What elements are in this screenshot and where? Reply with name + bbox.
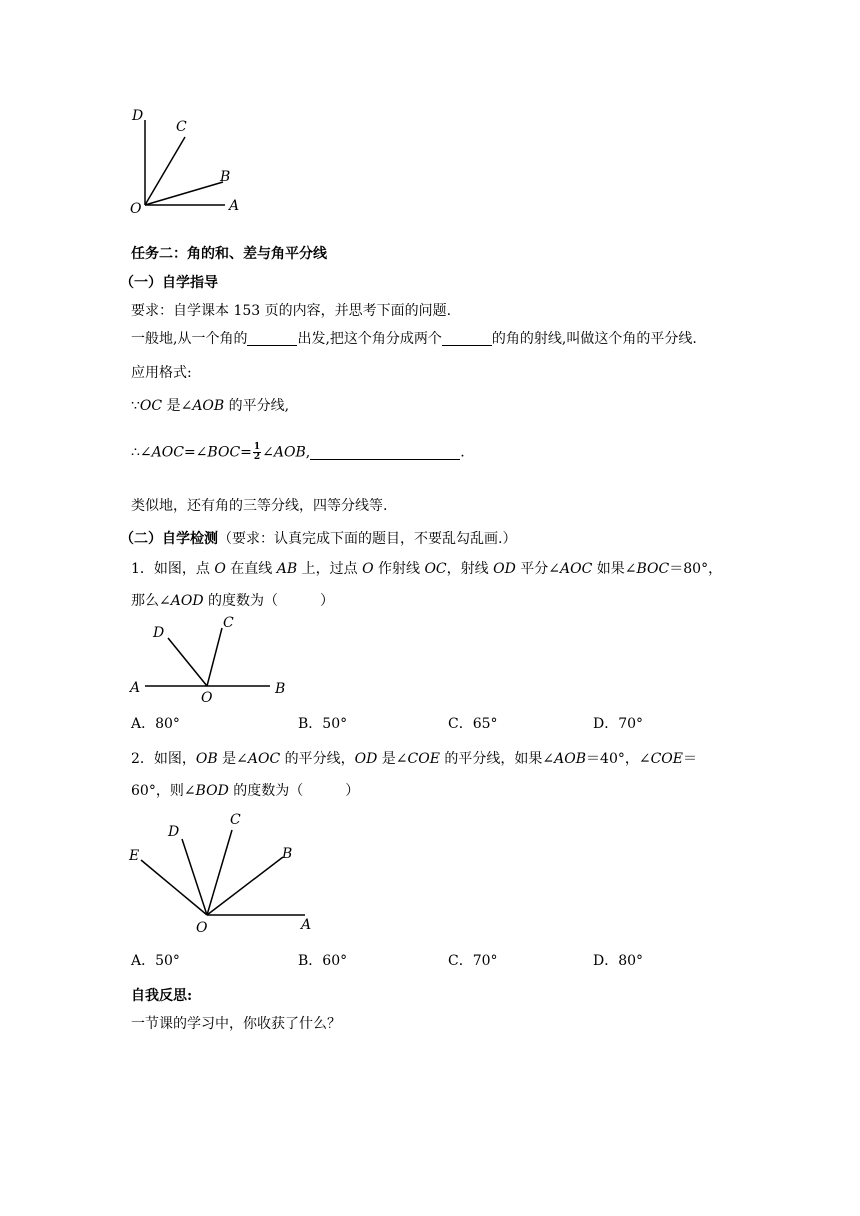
self-check-title: （二）自学检测 bbox=[120, 531, 218, 547]
q2-label-b: B bbox=[282, 846, 293, 862]
q1-line-2 bbox=[131, 590, 334, 610]
q1-text: ，射线 bbox=[446, 561, 494, 577]
q2-label-o: O bbox=[196, 920, 208, 936]
q1-text: 作射线 bbox=[373, 561, 425, 577]
comma: , bbox=[305, 444, 311, 461]
q1-text: 那么∠ bbox=[131, 593, 171, 609]
label-a: A bbox=[229, 198, 240, 214]
self-study-heading: （一）自学指导 bbox=[120, 275, 218, 291]
q1-ray-od bbox=[168, 638, 207, 686]
angle-aob-label: AOB bbox=[192, 398, 225, 414]
equals-2: = bbox=[240, 444, 252, 461]
q2-angle-coe: COE bbox=[407, 751, 440, 767]
definition-text bbox=[131, 328, 697, 348]
q2-text: ＝ bbox=[683, 751, 697, 767]
label-o: O bbox=[130, 201, 142, 217]
because-symbol: ∵ bbox=[131, 398, 140, 414]
equals-1: =∠ bbox=[183, 444, 208, 461]
q1-option-c[interactable]: C．65° bbox=[448, 716, 498, 732]
q2-ray-od bbox=[182, 839, 207, 915]
self-check-heading bbox=[120, 528, 516, 548]
label-c: C bbox=[176, 119, 187, 135]
fraction-denominator: 2 bbox=[253, 452, 261, 462]
q2-option-a[interactable]: A．50° bbox=[131, 953, 180, 969]
q2-text: 是∠ bbox=[377, 751, 408, 767]
q2-text: 的平分线， bbox=[280, 751, 355, 767]
task-two-title: 任务二：角的和、差与角平分线 bbox=[131, 246, 327, 262]
q2-answer-paren[interactable]: 的度数为（ ） bbox=[228, 783, 360, 799]
fraction-half bbox=[253, 443, 261, 462]
q1-point-o: O bbox=[214, 561, 226, 577]
ray-oc-label: OC bbox=[139, 398, 163, 414]
q2-line-1 bbox=[131, 748, 697, 768]
because-mid: 是∠ bbox=[162, 398, 193, 414]
q1-point-o: O bbox=[362, 561, 374, 577]
q1-ray-od: OD bbox=[493, 561, 516, 577]
q2-line-2 bbox=[131, 780, 359, 800]
format-label: 应用格式: bbox=[131, 365, 192, 381]
fraction-numerator: 1 bbox=[253, 442, 261, 452]
q2-label-a: A bbox=[301, 917, 312, 933]
q2-angle-aob: AOB bbox=[554, 751, 587, 767]
q1-label-o: O bbox=[201, 690, 213, 702]
q1-answer-paren[interactable]: 的度数为（ ） bbox=[203, 593, 334, 609]
q1-text: 上，过点 bbox=[297, 561, 363, 577]
q1-text: 平分∠ bbox=[515, 561, 560, 577]
q1-option-b[interactable]: B．50° bbox=[298, 716, 348, 732]
q1-angle-aoc: AOC bbox=[560, 561, 593, 577]
q2-option-b[interactable]: B．60° bbox=[298, 953, 348, 969]
reflection-title: 自我反思: bbox=[131, 988, 193, 1004]
requirement-text: 要求：自学课本 153 页的内容，并思考下面的问题. bbox=[131, 303, 452, 319]
q2-label-e: E bbox=[129, 848, 140, 864]
q1-figure bbox=[125, 612, 300, 702]
q2-option-c[interactable]: C．70° bbox=[448, 953, 498, 969]
q1-line-1 bbox=[131, 558, 722, 578]
q1-text: 在直线 bbox=[225, 561, 277, 577]
blank-vertex[interactable] bbox=[247, 331, 297, 346]
angle-symbol: ∠ bbox=[262, 444, 274, 461]
q2-label-d: D bbox=[168, 824, 180, 840]
figure-angle-aob bbox=[125, 100, 255, 220]
q1-ray-oc bbox=[207, 628, 222, 686]
q1-option-d[interactable]: D．70° bbox=[593, 716, 644, 732]
reflection-question: 一节课的学习中，你收获了什么？ bbox=[131, 1016, 341, 1032]
therefore-line bbox=[131, 443, 465, 462]
q2-text: 60°，则∠ bbox=[131, 783, 196, 799]
q1-label-b: B bbox=[275, 681, 286, 697]
definition-part-3: 的角的射线,叫做这个角的平分线. bbox=[491, 331, 697, 347]
q2-label-c: C bbox=[230, 812, 241, 828]
q2-ray-oe bbox=[141, 860, 207, 915]
q2-figure bbox=[125, 805, 325, 940]
q2-text: 的平分线，如果∠ bbox=[439, 751, 555, 767]
angle-aoc-label: AOC bbox=[151, 444, 184, 461]
q1-label-a: A bbox=[130, 680, 141, 696]
q1-text: ＝80°， bbox=[669, 561, 723, 577]
blank-equal[interactable] bbox=[442, 331, 492, 346]
q1-text: 如果∠ bbox=[592, 561, 637, 577]
q1-angle-aod: AOD bbox=[170, 593, 204, 609]
q2-angle-bod: BOD bbox=[195, 783, 229, 799]
label-d: D bbox=[132, 108, 144, 124]
q2-ray-oc bbox=[207, 830, 232, 915]
q2-angle-aoc: AOC bbox=[247, 751, 281, 767]
q1-angle-boc: BOC bbox=[636, 561, 670, 577]
q2-text: 2．如图， bbox=[131, 751, 196, 767]
q1-option-a[interactable]: A．80° bbox=[131, 716, 180, 732]
q2-option-d[interactable]: D．80° bbox=[593, 953, 644, 969]
self-check-note: （要求：认真完成下面的题目，不要乱勾乱画.） bbox=[218, 531, 517, 547]
label-b: B bbox=[220, 169, 231, 185]
angle-boc-label: BOC bbox=[207, 444, 241, 461]
similar-text: 类似地，还有角的三等分线，四等分线等. bbox=[131, 498, 388, 514]
q2-angle-coe: COE bbox=[650, 751, 683, 767]
q1-label-d: D bbox=[153, 625, 165, 641]
q1-line-ab: AB bbox=[276, 561, 298, 577]
q1-label-c: C bbox=[223, 615, 234, 631]
therefore-prefix: ∴∠ bbox=[131, 444, 152, 461]
q1-text: 1．如图，点 bbox=[131, 561, 215, 577]
q2-ray-ob bbox=[207, 857, 283, 915]
q2-text: 是∠ bbox=[217, 751, 248, 767]
q1-ray-oc: OC bbox=[424, 561, 447, 577]
because-suffix: 的平分线, bbox=[224, 398, 290, 414]
definition-part-2: 出发,把这个角分成两个 bbox=[297, 331, 442, 347]
because-line bbox=[131, 395, 289, 415]
period: . bbox=[460, 444, 465, 461]
q2-ray-ob: OB bbox=[195, 751, 218, 767]
q2-text: ＝40°，∠ bbox=[586, 751, 651, 767]
angle-aob-label-2: AOB bbox=[273, 444, 306, 461]
definition-part-1: 一般地,从一个角的 bbox=[131, 331, 248, 347]
q2-ray-od: OD bbox=[354, 751, 378, 767]
blank-relation[interactable] bbox=[310, 445, 460, 460]
